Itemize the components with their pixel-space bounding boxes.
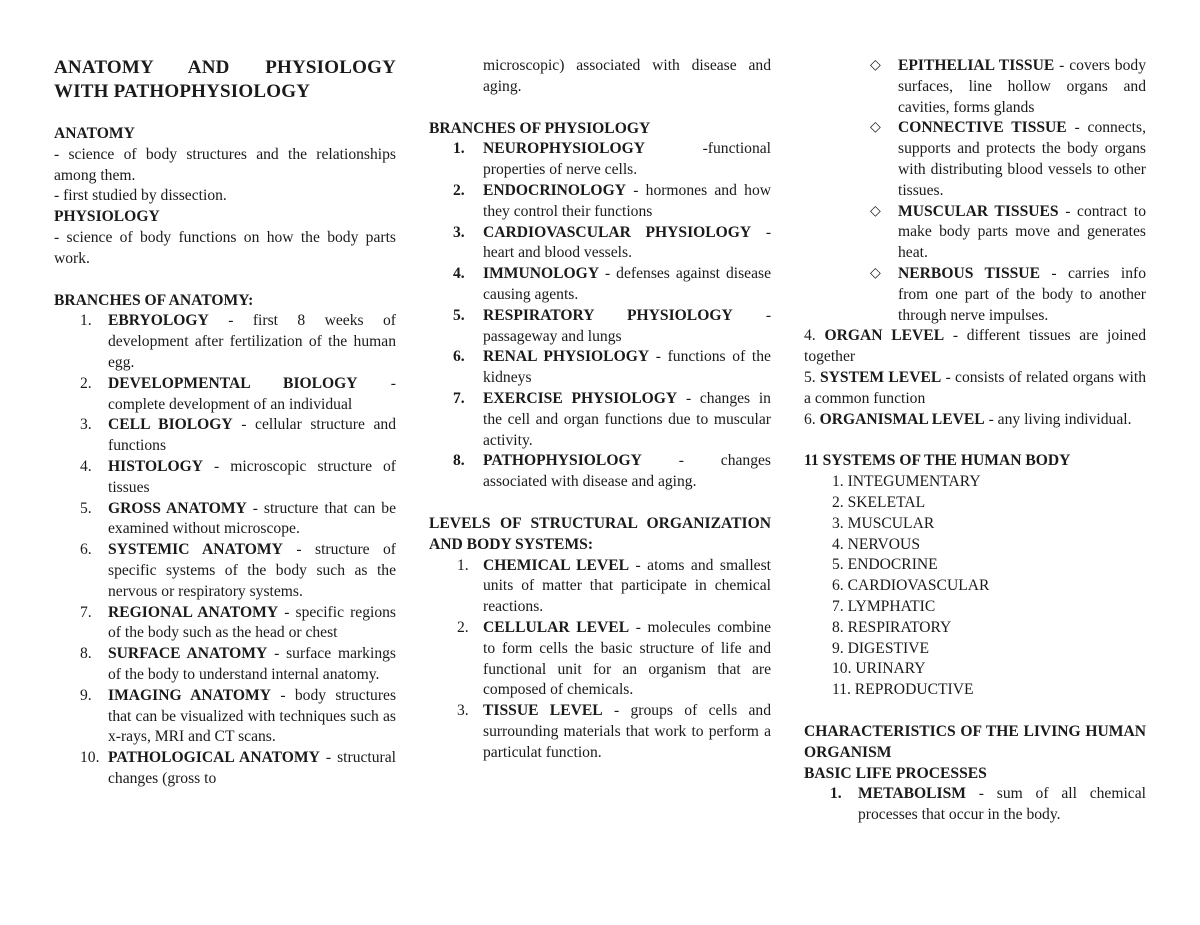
diamond-bullet-icon: ◇ <box>870 265 881 281</box>
item-description: - cellular structure and functions <box>108 416 396 455</box>
physiology-branch-item <box>429 264 771 306</box>
item-number: 7. <box>80 603 92 621</box>
column-3 <box>804 56 1146 826</box>
item-term: ORGANISMAL LEVEL <box>819 410 985 428</box>
characteristics-heading: CHARACTERISTICS OF THE LIVING HUMAN ORGANISM <box>804 722 1146 761</box>
level-item <box>429 618 771 701</box>
item-term: NERBOUS TISSUE <box>898 264 1040 282</box>
item-term: SYSTEMIC ANATOMY <box>108 541 283 559</box>
item-number: 3. <box>80 416 92 434</box>
item-term: CELLULAR LEVEL <box>483 618 630 636</box>
item-description: - contract to make body parts move and generates heat. <box>898 202 1146 262</box>
item-number: 4. <box>453 265 465 283</box>
item-description: - carries info from one part of the body to another through nerve impulses. <box>898 264 1147 324</box>
life-processes-list <box>804 784 1146 826</box>
item-description: - passageway and lungs <box>483 306 772 345</box>
more-levels-list <box>804 326 1146 430</box>
physiology-branch-item <box>429 306 771 348</box>
anatomy-branch-item <box>54 540 396 602</box>
item-description: - different tissues are joined together <box>804 327 1147 366</box>
level-item <box>804 410 1146 431</box>
item-number: 2. <box>453 181 465 199</box>
item-term: CELL BIOLOGY <box>108 416 233 434</box>
item-number: 8. <box>453 452 465 470</box>
anatomy-branch-item <box>54 415 396 457</box>
item-description: - specific regions of the body such as the head or chest <box>108 603 396 642</box>
systems-heading: 11 SYSTEMS OF THE HUMAN BODY <box>804 452 1071 470</box>
system-item: 1. INTEGUMENTARY <box>832 473 981 491</box>
item-number: 10. <box>80 749 100 767</box>
item-term: IMAGING ANATOMY <box>108 686 271 704</box>
item-number: 2. <box>80 374 92 392</box>
title-line-2: WITH PATHOPHYSIOLOGY <box>54 81 311 102</box>
column-2 <box>429 56 771 764</box>
branches-of-anatomy-heading: BRANCHES OF ANATOMY: <box>54 291 254 309</box>
item-term: EXERCISE PHYSIOLOGY <box>483 389 678 407</box>
item-term: REGIONAL ANATOMY <box>108 603 279 621</box>
item-term: CONNECTIVE TISSUE <box>898 119 1067 137</box>
title-line-1: ANATOMY AND PHYSIOLOGY <box>54 57 396 78</box>
item-description: - surface markings of the body to understand internal anatomy. <box>108 645 396 683</box>
anatomy-branch-item <box>54 311 396 373</box>
anatomy-branch-item <box>54 686 396 748</box>
branches-of-physiology-heading: BRANCHES OF PHYSIOLOGY <box>429 119 651 137</box>
item-description: - first 8 weeks of development after fertilization of the human egg. <box>108 312 396 371</box>
physiology-branch-item <box>429 181 771 223</box>
physiology-branch-item <box>429 139 771 181</box>
diamond-bullet-icon: ◇ <box>870 203 881 219</box>
column-1 <box>54 56 396 790</box>
item-term: ORGAN LEVEL <box>824 327 945 345</box>
item-description: - connects, supports and protects the body organs with distributing blood vessels to other tissues. <box>898 119 1146 199</box>
item-description: - consists of related organs with a common function <box>804 368 1146 407</box>
item-term: RENAL PHYSIOLOGY <box>483 348 650 366</box>
item-number: 3. <box>457 702 469 720</box>
branches-of-physiology-list <box>429 139 771 493</box>
item-number: 8. <box>80 645 92 663</box>
item-number: 2. <box>457 618 469 636</box>
life-process-item <box>804 784 1146 826</box>
item-term: SURFACE ANATOMY <box>108 645 268 663</box>
item-number: 6. <box>804 410 816 428</box>
diamond-bullet-icon: ◇ <box>870 58 881 73</box>
continued-text: microscopic) associated with disease and aging. <box>483 57 771 95</box>
anatomy-definition-1: - science of body structures and the relationships among them. <box>54 145 396 184</box>
level-item <box>804 326 1146 368</box>
item-description: - complete development of an individual <box>108 374 396 413</box>
anatomy-branch-item <box>54 457 396 499</box>
item-number: 1. <box>457 556 469 574</box>
item-term: PATHOLOGICAL ANATOMY <box>108 749 320 767</box>
item-description: - changes in the cell and organ functions due to muscular activity. <box>483 389 771 449</box>
item-term: MUSCULAR TISSUES <box>898 202 1059 220</box>
tissue-item <box>804 118 1146 201</box>
item-description: - structural changes (gross to <box>108 749 396 787</box>
item-term: NEUROPHYSIOLOGY <box>483 140 646 158</box>
system-item: 8. RESPIRATORY <box>832 618 952 636</box>
item-description: - defenses against disease causing agents. <box>483 265 771 303</box>
item-description: - any living individual. <box>984 410 1132 428</box>
level-item <box>429 556 771 618</box>
item-description: - covers body surfaces, line hollow organs and cavities, forms glands <box>898 57 1146 116</box>
system-item: 5. ENDOCRINE <box>832 556 938 574</box>
tissue-item <box>804 56 1146 118</box>
item-term: GROSS ANATOMY <box>108 499 247 517</box>
anatomy-definition-2: - first studied by dissection. <box>54 187 227 205</box>
physiology-heading: PHYSIOLOGY <box>54 208 160 226</box>
item-description: - heart and blood vessels. <box>483 223 772 262</box>
item-number: 7. <box>453 389 465 407</box>
anatomy-branch-item <box>54 374 396 416</box>
anatomy-branch-item <box>54 499 396 541</box>
branches-of-anatomy-list <box>54 311 396 789</box>
item-description: - microscopic structure of tissues <box>108 457 396 496</box>
systems-list <box>804 472 1146 701</box>
item-term: TISSUE LEVEL <box>483 702 603 720</box>
levels-heading: LEVELS OF STRUCTURAL ORGANIZATION AND BODY SYSTEMS: <box>429 514 771 553</box>
anatomy-branch-item <box>54 644 396 686</box>
system-item: 4. NERVOUS <box>832 535 920 553</box>
physiology-branch-item <box>429 389 771 451</box>
level-item <box>429 701 771 763</box>
system-item: 7. LYMPHATIC <box>832 597 936 615</box>
item-description: - structure that can be examined without microscope. <box>108 499 397 538</box>
anatomy-branch-item <box>54 603 396 645</box>
item-number: 6. <box>453 348 465 366</box>
item-description: - sum of all chemical processes that occur in the body. <box>858 785 1146 824</box>
system-item: 10. URINARY <box>832 660 926 678</box>
item-number: 5. <box>453 306 465 324</box>
item-description: - atoms and smallest units of matter that participate in chemical reactions. <box>483 556 772 616</box>
item-term: ENDOCRINOLOGY <box>483 181 626 199</box>
tissue-types-list <box>804 56 1146 326</box>
item-term: EBRYOLOGY <box>108 312 209 330</box>
item-term: IMMUNOLOGY <box>483 265 600 283</box>
item-number: 3. <box>453 223 465 241</box>
level-item <box>804 368 1146 410</box>
item-description: - structure of specific systems of the body such as the nervous or respiratory systems. <box>108 541 396 600</box>
item-number: 1. <box>830 785 842 803</box>
diamond-bullet-icon: ◇ <box>870 120 881 136</box>
item-description: - groups of cells and surrounding materials that work to perform a particulat function. <box>483 702 771 761</box>
item-term: PATHOPHYSIOLOGY <box>483 452 642 470</box>
item-term: METABOLISM <box>858 785 967 803</box>
item-description: - molecules combine to form cells the basic structure of life and functional unit for an organism that are composed of chemicals. <box>483 618 771 699</box>
item-number: 5. <box>80 499 92 517</box>
physiology-branch-item <box>429 347 771 389</box>
document-title <box>54 56 396 104</box>
basic-life-processes-heading: BASIC LIFE PROCESSES <box>804 764 987 782</box>
item-term: DEVELOPMENTAL BIOLOGY <box>108 374 358 392</box>
item-term: SYSTEM LEVEL <box>820 368 942 386</box>
item-description: - changes associated with disease and aging. <box>483 452 771 491</box>
item-term: HISTOLOGY <box>108 457 204 475</box>
anatomy-heading: ANATOMY <box>54 125 135 142</box>
system-item: 6. CARDIOVASCULAR <box>832 577 990 595</box>
system-item: 11. REPRODUCTIVE <box>832 681 974 699</box>
levels-list <box>429 556 771 764</box>
tissue-item <box>804 264 1146 326</box>
item-description: - body structures that can be visualized with techniques such as x-rays, MRI and CT scans. <box>108 686 397 746</box>
physiology-branch-item <box>429 451 771 493</box>
item-term: RESPIRATORY PHYSIOLOGY <box>483 306 733 324</box>
item-number: 1. <box>453 140 465 158</box>
system-item: 3. MUSCULAR <box>832 514 935 532</box>
item-description: - hormones and how they control their functions <box>483 181 771 220</box>
physiology-definition: - science of body functions on how the body parts work. <box>54 228 396 267</box>
item-description: -functional properties of nerve cells. <box>483 140 771 179</box>
item-number: 4. <box>80 457 92 475</box>
system-item: 2. SKELETAL <box>832 493 926 511</box>
item-number: 9. <box>80 686 92 704</box>
item-description: - functions of the kidneys <box>483 348 771 387</box>
item-term: EPITHELIAL TISSUE <box>898 57 1055 74</box>
physiology-branch-item <box>429 223 771 265</box>
tissue-item <box>804 202 1146 264</box>
item-number: 4. <box>804 327 816 345</box>
item-number: 6. <box>80 541 92 559</box>
item-term: CHEMICAL LEVEL <box>483 556 629 574</box>
item-number: 5. <box>804 368 816 386</box>
anatomy-branch-item <box>54 748 396 790</box>
item-number: 1. <box>80 312 92 330</box>
item-term: CARDIOVASCULAR PHYSIOLOGY <box>483 223 752 241</box>
system-item: 9. DIGESTIVE <box>832 639 930 657</box>
